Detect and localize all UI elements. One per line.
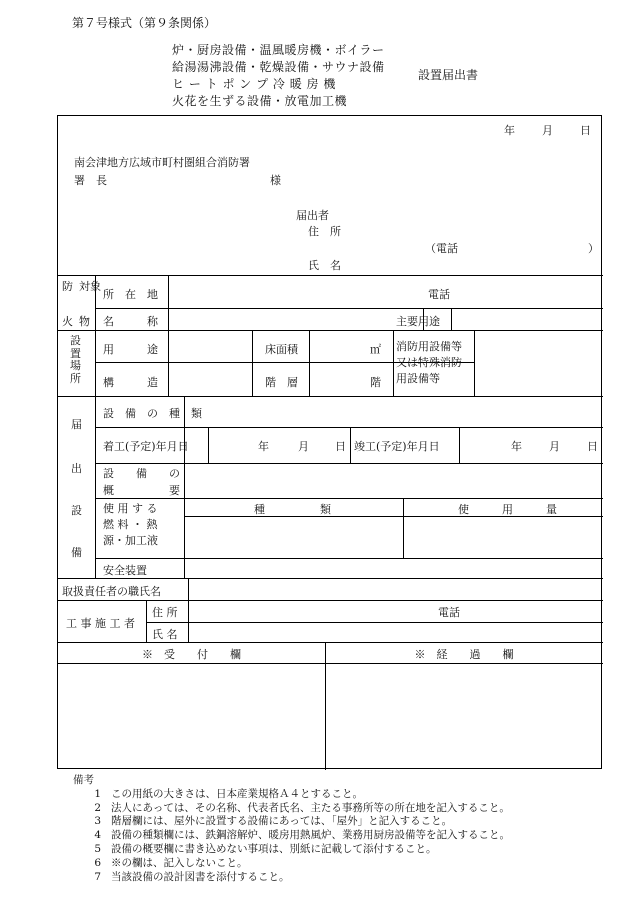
target-label-c: 火 — [62, 315, 73, 328]
addressee: 南会津地方広域市町村圏組合消防署 — [74, 156, 250, 169]
equipment-type-4: 火花を生ずる設備・放電加工機 — [172, 94, 348, 108]
start-date-label: 着工(予定)年月日 — [103, 440, 189, 453]
note-item: 7 当該設備の設計図書を添付すること。 — [94, 870, 290, 883]
document-title: 設置届出書 — [418, 68, 479, 82]
equipment-type-1: 炉・厨房設備・温風暖房機・ボイラー — [172, 43, 385, 57]
note-item: 3 階層欄には、屋外に設置する設備にあっては、「屋外」と記入すること。 — [94, 815, 453, 828]
reception-header: ※ 受 付 欄 — [142, 648, 241, 661]
notes — [75, 774, 510, 884]
overview-label-2: 概 要 — [103, 484, 180, 497]
progress-header: ※ 経 過 欄 — [414, 648, 514, 661]
overview-label-1: 設 備 の — [103, 467, 180, 480]
start-month: 月 — [298, 440, 309, 453]
date-month: 月 — [542, 124, 553, 137]
target-label-a: 防 — [62, 280, 73, 293]
equipment-kind-label: 設 備 の 種 類 — [103, 407, 202, 420]
complete-month: 月 — [549, 440, 560, 453]
note-item: 5 設備の概要欄に書き込めない事項は、別紙に記載して添付すること。 — [94, 842, 437, 855]
equipment-label-4: 備 — [71, 546, 82, 559]
fuel-amount-header: 使 用 量 — [458, 503, 557, 516]
target-main-use-label: 主要用途 — [396, 315, 440, 328]
note-item: 4 設備の種類欄には、鉄鋼溶解炉、暖房用熱風炉、業務用厨房設備等を記入すること。 — [94, 829, 510, 842]
complete-date-label: 竣工(予定)年月日 — [354, 440, 440, 453]
contractor-address-label: 住 所 — [152, 606, 178, 619]
applicant-label: 届出者 — [296, 209, 329, 222]
contractor-label: 工 事 施 工 者 — [66, 617, 135, 630]
applicant-phone-open: （電話 — [425, 242, 458, 255]
floor-area-label: 床面積 — [265, 343, 298, 356]
site-structure-label: 構 造 — [103, 376, 158, 389]
target-phone-label: 電話 — [428, 288, 450, 301]
fuel-label: 使 用 す る 燃 料 ・ 熱 源・加工液 — [103, 502, 158, 547]
fuel-type-header: 種 類 — [254, 503, 331, 516]
manager-label: 取扱責任者の職氏名 — [62, 585, 161, 598]
applicant-phone-close: ） — [588, 242, 599, 255]
start-year: 年 — [258, 440, 269, 453]
contractor-phone-label: 電話 — [438, 606, 460, 619]
equipment-type-2: 給湯湯沸設備・乾燥設備・サウナ設備 — [172, 60, 385, 74]
equipment-type-3: ヒ ー ト ポ ン プ 冷 暖 房 機 — [172, 77, 336, 91]
floor-label: 階 層 — [265, 376, 298, 389]
date-day: 日 — [580, 124, 591, 137]
date-year: 年 — [504, 124, 515, 137]
site-use-label: 用 途 — [103, 343, 158, 356]
contractor-name-label: 氏 名 — [152, 628, 178, 641]
note-item: 2 法人にあっては、その名称、代表者氏名、主たる事務所等の所在地を記入すること。 — [94, 801, 510, 814]
note-item: 1 この用紙の大きさは、日本産業規格Ａ４とすること。 — [94, 787, 363, 800]
fire-equipment-label: 消防用設備等 又は特殊消防 用設備等 — [396, 340, 462, 385]
safety-device-label: 安全装置 — [103, 564, 147, 577]
complete-day: 日 — [587, 440, 598, 453]
start-day: 日 — [335, 440, 346, 453]
sqm-unit: ㎡ — [370, 343, 381, 356]
site-label: 設 置 場 所 — [70, 334, 81, 385]
target-location-label: 所 在 地 — [103, 288, 158, 301]
applicant-address-label: 住 所 — [308, 225, 341, 238]
notes-heading: 備考 — [73, 774, 94, 786]
equipment-label-3: 設 — [71, 504, 82, 517]
equipment-label-1: 届 — [71, 418, 82, 431]
form-sheet — [57, 115, 602, 769]
form-number: 第７号様式（第９条関係） — [72, 16, 217, 30]
target-label-b: 対象 — [79, 280, 101, 293]
honorific: 様 — [270, 174, 281, 187]
target-label-d: 物 — [79, 315, 90, 328]
note-item: 6 ※の欄は、記入しないこと。 — [94, 856, 248, 869]
chief-title: 署 長 — [74, 174, 107, 187]
complete-year: 年 — [511, 440, 522, 453]
floor-unit: 階 — [370, 376, 381, 389]
applicant-name-label: 氏 名 — [308, 259, 341, 272]
equipment-label-2: 出 — [71, 462, 82, 475]
target-name-label: 名 称 — [103, 315, 158, 328]
